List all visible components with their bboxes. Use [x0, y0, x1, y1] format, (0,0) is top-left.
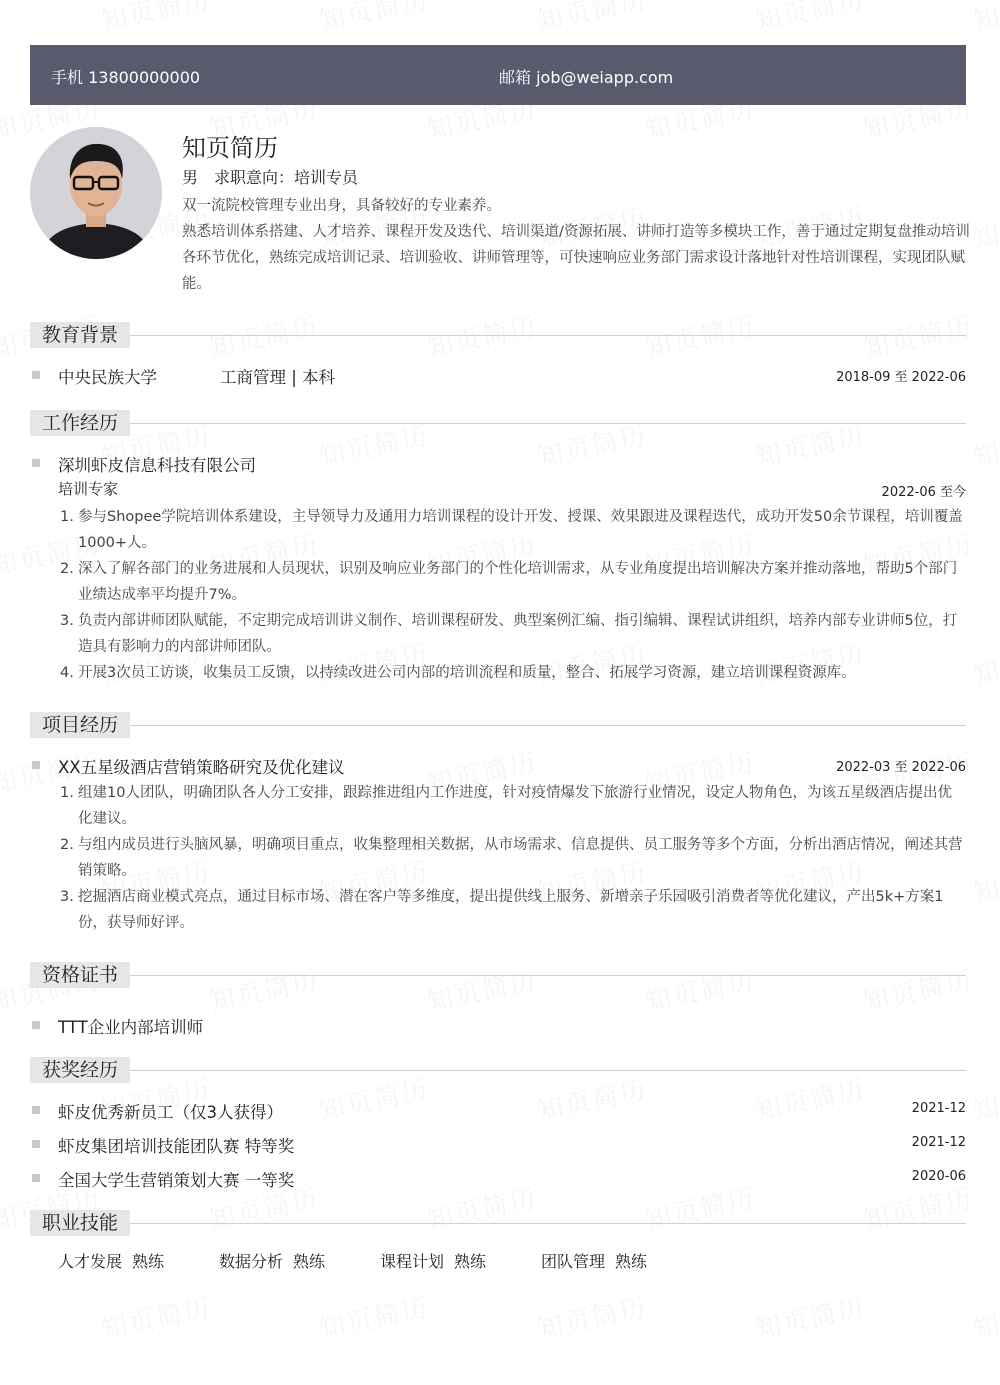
- section-divider: [30, 975, 966, 976]
- section-divider: [30, 725, 966, 726]
- bullet-icon: [32, 1140, 40, 1148]
- summary-line: 熟悉培训体系搭建、人才培养、课程开发及迭代、培训渠道/资源拓展、讲师打造等多模块工作，善于通过定期复盘推动培训各环节优化，熟练完成培训记录、培训验收、讲师管理等，可快速响应业务部门需求设计落地针对性培训课程，实现团队赋能。: [182, 224, 970, 292]
- section-title: 教育背景: [30, 322, 130, 348]
- bullet-icon: [32, 761, 40, 769]
- list-item: 2. 深入了解各部门的业务进展和人员现状，识别及响应业务部门的个性化培训需求，从专业角度提出培训解决方案并推动落地，帮助5个部门业绩达成率平均提升7%。: [60, 561, 958, 603]
- company-name: 深圳虾皮信息科技有限公司: [58, 456, 256, 475]
- section-title: 资格证书: [30, 962, 130, 988]
- section-title: 获奖经历: [30, 1057, 130, 1083]
- avatar-photo-icon: [30, 127, 162, 259]
- job-role: 培训专家: [58, 480, 119, 498]
- skill-item: 数据分析 熟练: [219, 1252, 326, 1271]
- list-item: 1. 组建10人团队，明确团队各人分工安排，跟踪推进组内工作进度，针对疫情爆发下旅游行业情况，设定人物角色，为该五星级酒店提出优化建议。: [60, 785, 952, 827]
- school-name: 中央民族大学: [58, 368, 157, 387]
- summary-line: 双一流院校管理专业出身，具备较好的专业素养。: [182, 198, 501, 214]
- section-divider: [30, 1223, 966, 1224]
- award-date: 2021-12: [911, 1101, 966, 1116]
- skill-item: 人才发展 熟练: [58, 1252, 165, 1271]
- profile-subtitle: [182, 165, 358, 188]
- bullet-icon: [32, 1174, 40, 1182]
- profile-summary: [182, 193, 970, 297]
- project-name: XX五星级酒店营销策略研究及优化建议: [58, 758, 345, 777]
- section-skills: [30, 1210, 966, 1236]
- education-date: 2018-09 至 2022-06: [836, 370, 966, 385]
- list-item: 3. 负责内部讲师团队赋能，不定期完成培训讲义制作、培训课程研发、典型案例汇编、指引编辑、课程试讲组织，培养内部专业讲师5位，打造具有影响力的内部讲师团队。: [60, 613, 958, 655]
- work-duties-list: [60, 504, 966, 686]
- certificate-item: TTT企业内部培训师: [58, 1018, 204, 1037]
- avatar: [30, 127, 162, 259]
- award-name: 虾皮集团培训技能团队赛 特等奖: [58, 1137, 295, 1156]
- section-title: 工作经历: [30, 410, 130, 436]
- work-date: 2022-06 至今: [881, 485, 966, 500]
- section-certificates: [30, 962, 966, 988]
- award-name: 全国大学生营销策划大赛 一等奖: [58, 1171, 295, 1190]
- list-item: 4. 开展3次员工访谈，收集员工反馈，以持续改进公司内部的培训流程和质量，整合、拓展学习资源，建立培训课程资源库。: [60, 665, 856, 681]
- section-title: 项目经历: [30, 712, 130, 738]
- project-duties-list: [60, 780, 966, 936]
- gender: 男: [182, 168, 199, 187]
- section-divider: [30, 1070, 966, 1071]
- bullet-icon: [32, 371, 40, 379]
- section-title: 职业技能: [30, 1210, 130, 1236]
- award-date: 2020-06: [911, 1169, 966, 1184]
- section-divider: [30, 423, 966, 424]
- skill-item: 课程计划 熟练: [380, 1252, 487, 1271]
- list-item: 2. 与组内成员进行头脑风暴，明确项目重点，收集整理相关数据，从市场需求、信息提供、员工服务等多个方面，分析出酒店情况，阐述其营销策略。: [60, 837, 963, 879]
- job-intent: 求职意向：培训专员: [214, 168, 359, 187]
- section-project: [30, 712, 966, 738]
- bullet-icon: [32, 1021, 40, 1029]
- section-education: [30, 322, 966, 348]
- contact-phone: 手机 13800000000: [51, 68, 201, 87]
- bullet-icon: [32, 459, 40, 467]
- contact-bar: [30, 45, 966, 105]
- major-degree: 工商管理 | 本科: [220, 368, 336, 387]
- skill-item: 团队管理 熟练: [541, 1252, 648, 1271]
- candidate-name: 知页简历: [182, 134, 278, 162]
- project-date: 2022-03 至 2022-06: [836, 760, 966, 775]
- section-awards: [30, 1057, 966, 1083]
- list-item: 1. 参与Shopee学院培训体系建设，主导领导力及通用力培训课程的设计开发、授课、效果跟进及课程迭代，成功开发50余节课程，培训覆盖1000+人。: [60, 509, 963, 551]
- section-work: [30, 410, 966, 436]
- bullet-icon: [32, 1106, 40, 1114]
- contact-email: 邮箱 job@weiapp.com: [499, 68, 674, 87]
- section-divider: [30, 335, 966, 336]
- award-date: 2021-12: [911, 1135, 966, 1150]
- award-name: 虾皮优秀新员工（仅3人获得）: [58, 1103, 283, 1122]
- list-item: 3. 挖掘酒店商业模式亮点，通过目标市场、潜在客户等多维度，提出提供线上服务、新增亲子乐园吸引消费者等优化建议，产出5k+方案1份，获导师好评。: [60, 889, 944, 931]
